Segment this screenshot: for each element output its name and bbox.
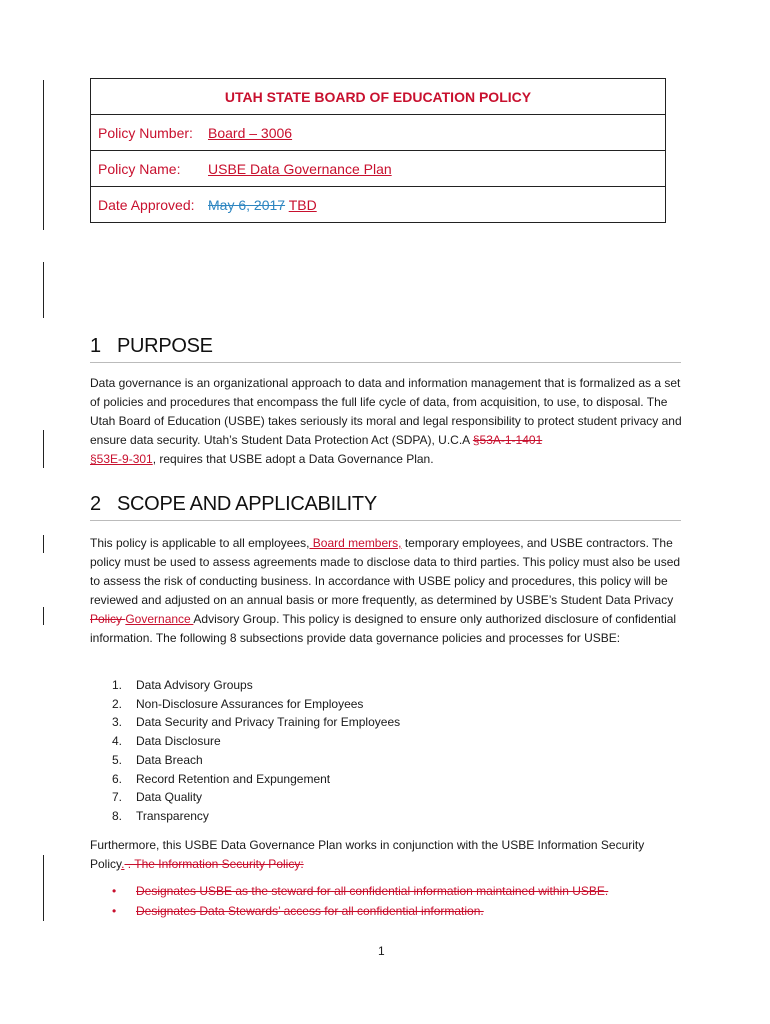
list-item [90, 902, 682, 922]
date-approved-row [91, 187, 666, 223]
list-text: Data Breach [136, 752, 203, 767]
scope-text-3: Advisory Group. This policy is designed to ensure only authorized disclosure of confidential information. The following 8 subsections provide data governance policies and processes for USBE: [90, 612, 677, 645]
bullet-text: Designates USBE as the steward for all confidential information maintained within USBE. [136, 884, 609, 898]
purpose-paragraph [90, 374, 682, 469]
list-number: 2. [112, 696, 123, 711]
list-item [90, 770, 650, 789]
furthermore-paragraph [90, 836, 682, 874]
list-item [90, 713, 650, 732]
list-item [90, 751, 650, 770]
policy-info-table [90, 78, 666, 223]
inserted-board-members: Board members, [309, 536, 402, 550]
list-text: Non-Disclosure Assurances for Employees [136, 696, 364, 711]
purpose-text: Data governance is an organizational approach to data and information management that is formalized as a set of policies and procedures that encompass the full life cycle of data, from acquisition, to use, to disposal. The Utah Board of Education (USBE) takes seriously its moral and legal responsibility to protect student privacy and ensure data security. Utah’s Student Data Protection Act (SDPA), U.C.A [90, 376, 682, 447]
list-number: 8. [112, 808, 123, 823]
scope-text-1: This policy is applicable to all employees, [90, 536, 310, 550]
list-number: 5. [112, 752, 123, 767]
purpose-text-end: , requires that USBE adopt a Data Governance Plan. [152, 452, 434, 466]
policy-title: UTAH STATE BOARD OF EDUCATION POLICY [91, 79, 666, 115]
scope-number: 2 [90, 493, 101, 515]
inserted-governance: Governance [125, 612, 194, 626]
list-text: Data Security and Privacy Training for Employees [136, 715, 401, 730]
bullet-text: Designates Data Stewards’ access for all confidential information. [136, 903, 484, 918]
deleted-policy: Policy [90, 612, 126, 626]
policy-number-row [91, 115, 666, 151]
list-text: Data Advisory Groups [136, 678, 253, 692]
scope-paragraph [90, 534, 682, 648]
list-item [90, 882, 682, 902]
page-number: 1 [378, 944, 385, 958]
list-item [90, 788, 650, 807]
date-approved-label: Date Approved: [98, 196, 195, 213]
inserted-citation: §53E-9-301 [90, 452, 153, 466]
change-bar [43, 80, 44, 230]
list-item [90, 732, 650, 751]
policy-number-value: Board – 3006 [208, 124, 293, 141]
list-item [90, 676, 650, 695]
furthermore-text: Furthermore, this USBE Data Governance Plan works in conjunction with the USBE Information Security Policy [90, 838, 645, 871]
bullet-icon: • [112, 884, 117, 898]
change-bar [43, 262, 44, 318]
policy-name-label: Policy Name: [98, 160, 181, 177]
scope-heading [90, 493, 681, 521]
scope-text-2: temporary employees, and USBE contractors. The policy must be used to assess agreements made to disclose data to third parties. This policy must also be used to assess the risk of conducting business. In accordance with USBE policy and procedures, this policy will be reviewed and adjusted on an annual basis or more frequently, as determined by USBE’s Student Data Privacy [90, 536, 681, 607]
list-number: 6. [112, 771, 123, 786]
deleted-infosec-text: . The Information Security Policy: [124, 857, 304, 871]
purpose-number: 1 [90, 335, 101, 357]
date-inserted: TBD [288, 196, 317, 213]
list-number: 7. [112, 790, 123, 805]
change-bar [43, 430, 44, 468]
list-item [90, 807, 650, 826]
policy-name-value: USBE Data Governance Plan [208, 160, 392, 177]
change-bar [43, 535, 44, 553]
subsection-list [90, 676, 650, 826]
list-text: Data Quality [136, 790, 203, 805]
list-number: 4. [112, 734, 123, 749]
bullet-icon: • [112, 903, 117, 918]
list-text: Record Retention and Expungement [136, 771, 331, 786]
change-bar [43, 855, 44, 921]
change-bar [43, 607, 44, 625]
list-text: Transparency [136, 808, 209, 823]
policy-name-row [91, 151, 666, 187]
purpose-heading [90, 335, 681, 363]
date-deleted: May 6, 2017 [208, 196, 286, 213]
list-item [90, 695, 650, 714]
deleted-bullet-list [90, 882, 682, 921]
purpose-title: PURPOSE [117, 335, 213, 357]
list-text: Data Disclosure [136, 734, 221, 749]
list-number: 3. [112, 715, 123, 730]
scope-title: SCOPE AND APPLICABILITY [117, 493, 377, 515]
inserted-period: . [121, 857, 125, 871]
list-number: 1. [112, 678, 123, 692]
deleted-citation: §53A-1-1401 [472, 433, 543, 447]
policy-number-label: Policy Number: [98, 124, 193, 141]
